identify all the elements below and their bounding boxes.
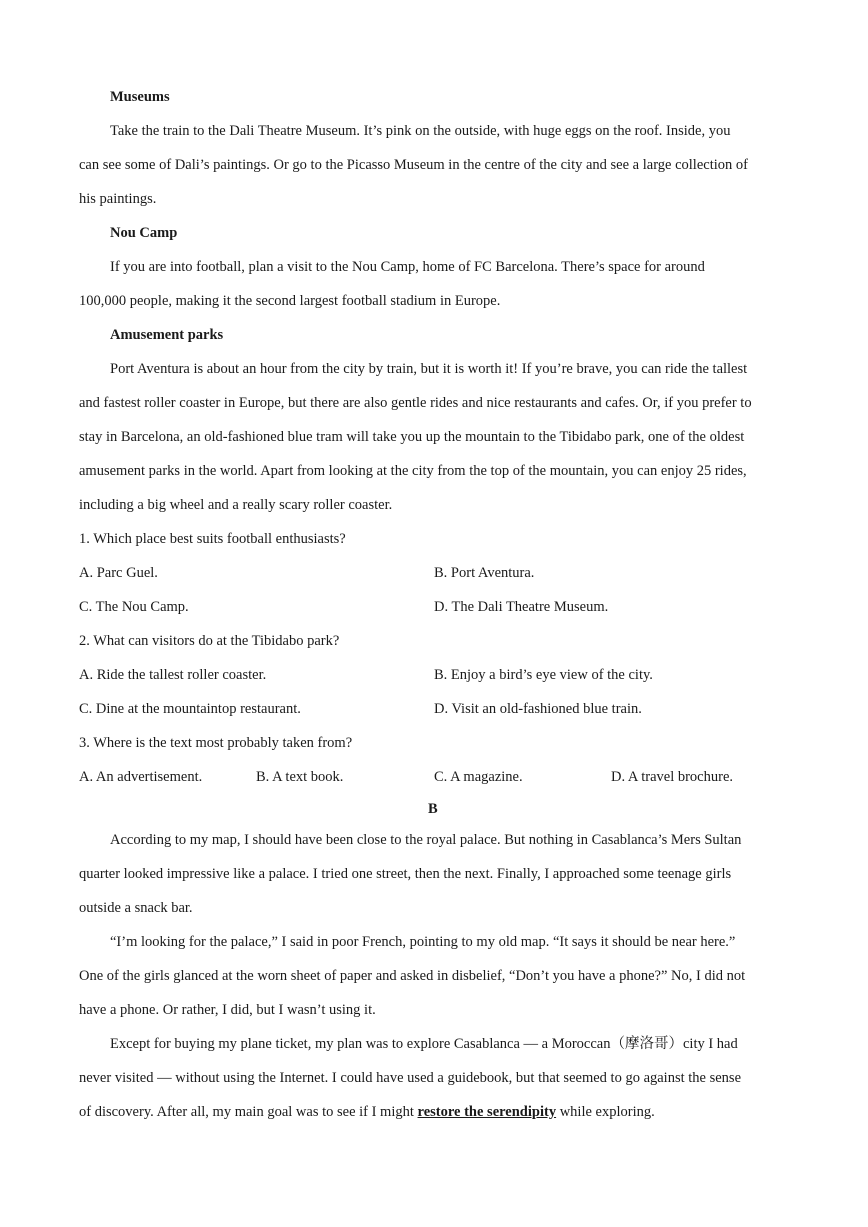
passage-line: have a phone. Or rather, I did, but I wasn’t using it. — [79, 1002, 376, 1018]
option-d: D. The Dali Theatre Museum. — [434, 599, 609, 615]
passage-line — [79, 1102, 655, 1122]
passage-line: “I’m looking for the palace,” I said in poor French, pointing to my old map. “It says it should be near here.” — [110, 934, 736, 950]
passage-line: quarter looked impressive like a palace. I tried one street, then the next. Finally, I approached some teenage girls — [79, 866, 732, 882]
parks-heading: Amusement parks — [110, 327, 224, 343]
passage-text: while exploring. — [556, 1104, 655, 1120]
underlined-phrase: restore the serendipity — [417, 1104, 557, 1120]
museums-line: can see some of Dali’s paintings. Or go to the Picasso Museum in the centre of the city and see a large collection of — [79, 157, 748, 173]
parks-line: stay in Barcelona, an old-fashioned blue tram will take you up the mountain to the Tibidabo park, one of the oldest — [79, 429, 745, 445]
option-b: B. Enjoy a bird’s eye view of the city. — [434, 667, 653, 683]
noucamp-line: If you are into football, plan a visit to the Nou Camp, home of FC Barcelona. There’s space for around — [110, 259, 705, 275]
passage-line: One of the girls glanced at the worn sheet of paper and asked in disbelief, “Don’t you have a phone?” No, I did not — [79, 968, 746, 984]
museums-line: his paintings. — [79, 191, 157, 207]
passage-line: outside a snack bar. — [79, 900, 193, 916]
option-d: D. A travel brochure. — [611, 769, 734, 785]
museums-heading: Museums — [110, 89, 170, 105]
parks-line: including a big wheel and a really scary roller coaster. — [79, 497, 393, 513]
noucamp-line: 100,000 people, making it the second largest football stadium in Europe. — [79, 293, 501, 309]
passage-text: of discovery. After all, my main goal was to see if I might — [79, 1104, 418, 1120]
option-c: C. The Nou Camp. — [79, 599, 189, 615]
noucamp-heading: Nou Camp — [110, 225, 178, 241]
option-c: C. Dine at the mountaintop restaurant. — [79, 701, 301, 717]
passage-line: never visited — without using the Internet. I could have used a guidebook, but that seemed to go against the sense — [79, 1070, 742, 1086]
question-stem: 2. What can visitors do at the Tibidabo park? — [79, 633, 340, 649]
option-d: D. Visit an old-fashioned blue train. — [434, 701, 642, 717]
option-a: A. An advertisement. — [79, 769, 203, 785]
passage-line: According to my map, I should have been close to the royal palace. But nothing in Casablanca’s Mers Sultan — [110, 832, 742, 848]
option-c: C. A magazine. — [434, 769, 523, 785]
option-b: B. A text book. — [256, 769, 344, 785]
option-a: A. Parc Guel. — [79, 565, 158, 581]
question-stem: 1. Which place best suits football enthusiasts? — [79, 531, 346, 547]
option-a: A. Ride the tallest roller coaster. — [79, 667, 267, 683]
parks-line: Port Aventura is about an hour from the city by train, but it is worth it! If you’re brave, you can ride the tallest — [110, 361, 748, 377]
parks-line: amusement parks in the world. Apart from looking at the city from the top of the mountain, you can enjoy 25 rides, — [79, 463, 747, 479]
passage-line: Except for buying my plane ticket, my plan was to explore Casablanca — a Moroccan（摩洛哥）city I had — [110, 1036, 738, 1052]
option-b: B. Port Aventura. — [434, 565, 535, 581]
section-b-title: B — [428, 801, 438, 817]
museums-line: Take the train to the Dali Theatre Museum. It’s pink on the outside, with huge eggs on the roof. Inside, you — [110, 123, 731, 139]
parks-line: and fastest roller coaster in Europe, but there are also gentle rides and nice restaurants and cafes. Or, if you prefer to — [79, 395, 752, 411]
question-stem: 3. Where is the text most probably taken from? — [79, 735, 353, 751]
